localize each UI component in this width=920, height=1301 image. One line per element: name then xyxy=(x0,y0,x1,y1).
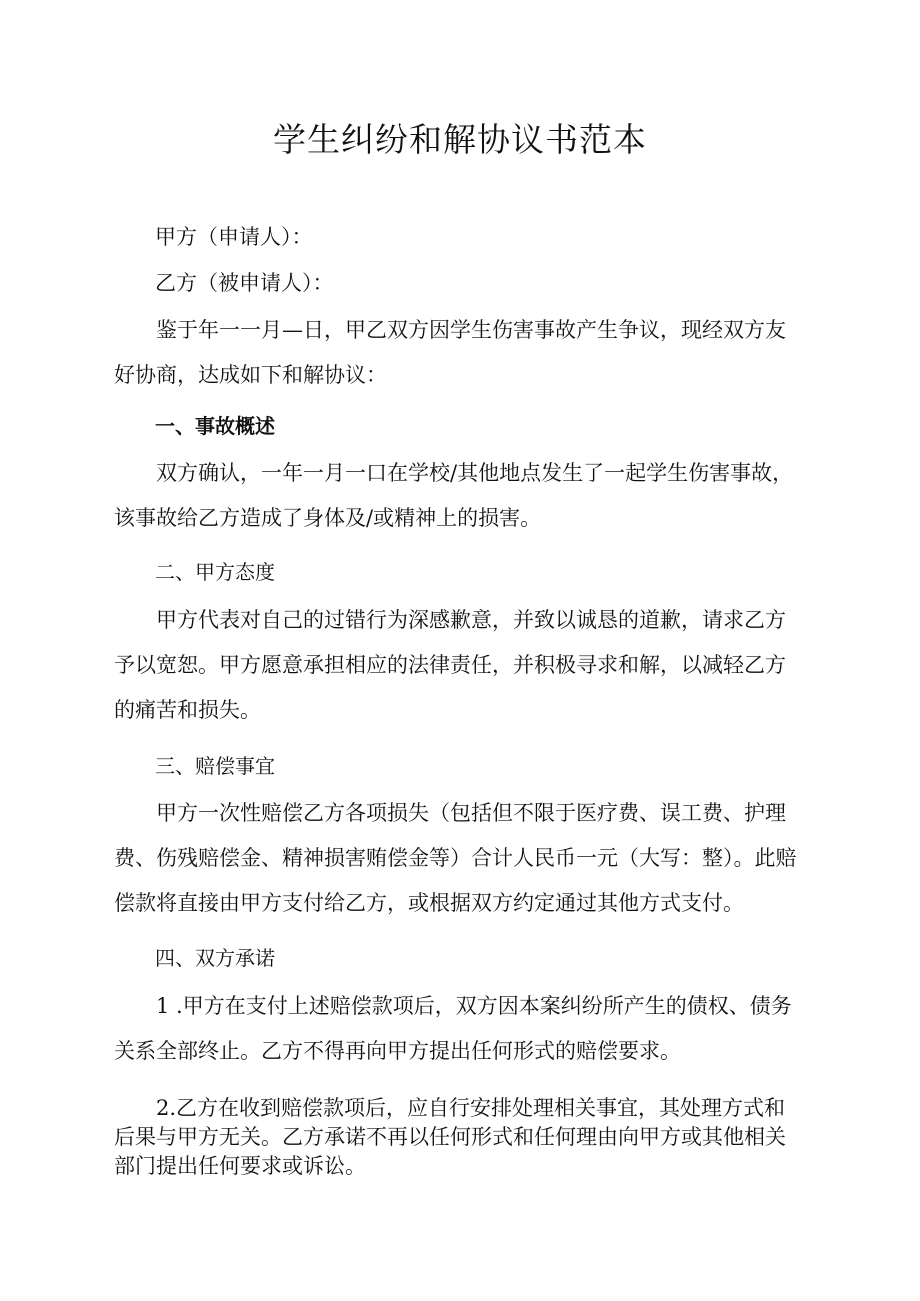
commitment-item-2: 2.乙方在收到赔偿款项后，应自行安排处理相关事宜，其处理方式和后果与甲方无关。乙方承诺不再以任何形式和任何理由向甲方或其他相关部门提出任何要求或诉讼。 xyxy=(114,1096,786,1178)
document-title: 学生纠纷和解协议书范本 xyxy=(273,120,647,159)
commitment-item-1: 1 .甲方在支付上述赔偿款项后，双方因本案纠纷所产生的债权、债务关系全部终止。乙方不得再向甲方提出任何形式的赔偿要求。 xyxy=(114,994,792,1063)
intro-paragraph: 鉴于年一一月—日，甲乙双方因学生伤害事故产生争议，现经双方友好协商，达成如下和解协议： xyxy=(114,318,786,387)
section-heading-party-a-attitude: 二、甲方态度 xyxy=(155,560,275,584)
section-2-paragraph: 甲方代表对自己的过错行为深感歉意，并致以诚恳的道歉，请求乙方予以宽恕。甲方愿意承担相应的法律责任，并积极寻求和解，以减轻乙方的痛苦和损失。 xyxy=(114,608,786,722)
section-heading-accident-overview: 一、事故概述 xyxy=(155,414,275,438)
section-heading-mutual-commitments: 四、双方承诺 xyxy=(155,946,275,970)
party-a-line: 甲方（申请人）： xyxy=(155,225,313,249)
section-heading-compensation: 三、赔偿事宜 xyxy=(155,754,275,778)
party-b-line: 乙方（被申请人）： xyxy=(155,271,334,295)
section-1-paragraph: 双方确认，一年一月一口在学校/其他地点发生了一起学生伤害事故，该事故给乙方造成了身体及/或精神上的损害。 xyxy=(114,461,794,530)
section-3-paragraph: 甲方一次性赔偿乙方各项损失（包括但不限于医疗费、误工费、护理费、伤残赔偿金、精神损害贿偿金等）合计人民币一元（大写：整）。此赔偿款将直接由甲方支付给乙方，或根据双方约定通过其他方式支付。 xyxy=(114,801,797,915)
